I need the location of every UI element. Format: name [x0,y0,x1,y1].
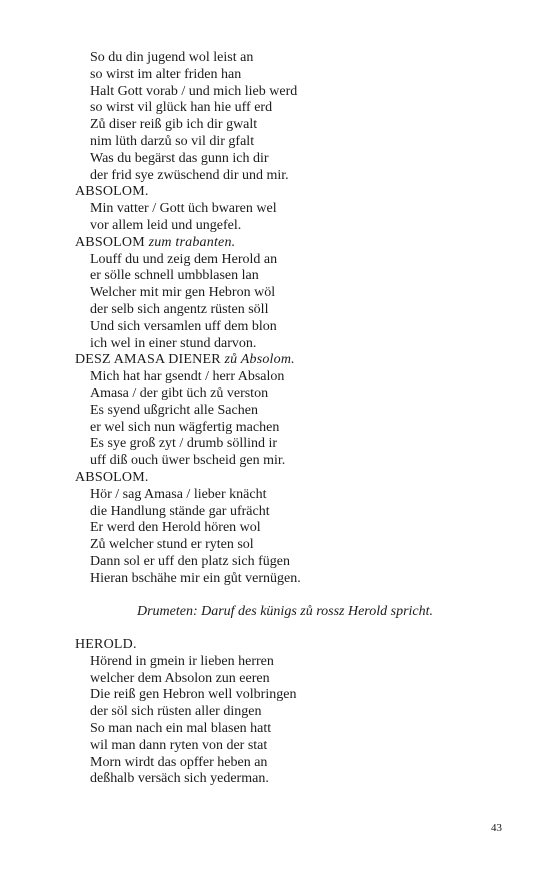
verse-line [75,771,495,788]
verse-text: deßhalb versäch sich yederman. [90,771,269,787]
verse-text: Zů diser reiß gib ich dir gwalt [90,117,258,133]
verse-text: So man nach ein mal blasen hatt [90,720,272,736]
verse-line [75,201,495,218]
verse-line [75,268,495,285]
verse-line [75,436,495,453]
verse-text: vor allem leid und ungefel. [90,217,242,233]
play-text-block-1 [75,50,495,588]
verse-line [75,151,495,168]
verse-line [75,671,495,688]
speaker-direction: zů Absolom. [224,352,295,368]
verse-text: Es sye groß zyt / drumb söllind ir [90,436,278,452]
verse-text: Hör / sag Amasa / lieber knächt [90,486,267,502]
verse-text: so wirst im alter friden han [90,66,242,82]
verse-line [75,403,495,420]
speaker-heading [75,637,495,654]
verse-text: Und sich versamlen uff dem blon [90,318,277,334]
verse-text: Hörend in gmein ir lieben herren [90,653,274,669]
verse-text: uff diß ouch üwer bscheid gen mir. [90,453,286,469]
verse-line [75,554,495,571]
verse-text: er sölle schnell umbblasen lan [90,268,259,284]
verse-text: Mich hat har gsendt / herr Absalon [90,369,285,385]
verse-line [75,654,495,671]
verse-line [75,218,495,235]
verse-text: ich wel in einer stund darvon. [90,335,257,351]
verse-line [75,420,495,437]
verse-text: Es syend ußgricht alle Sachen [90,402,258,418]
speaker-direction: zum trabanten. [148,234,236,250]
stage-direction: Drumeten: Daruf des künigs zů rossz Herold spricht. [136,604,434,619]
speaker-name: ABSOLOM. [75,184,149,200]
verse-text: Zů welcher stund er ryten sol [90,537,254,553]
verse-text: Welcher mit mir gen Hebron wöl [90,285,276,301]
verse-text: Amasa / der gibt üch zů verston [90,385,269,401]
verse-text: der söl sich rüsten aller dingen [90,704,262,720]
verse-line [75,571,495,588]
verse-line [75,168,495,185]
verse-text: Hieran bschähe mir ein gůt vernügen. [90,570,301,586]
verse-text: Was du begärst das gunn ich dir [90,150,269,166]
verse-text: Dann sol er uff den platz sich fügen [90,553,290,569]
play-text-block-2 [75,637,495,788]
verse-line [75,386,495,403]
verse-line [75,504,495,521]
verse-text: so wirst vil glück han hie uff erd [90,100,273,116]
speaker-name: ABSOLOM [75,234,145,250]
speaker-name: DESZ AMASA DIENER [75,352,221,368]
verse-text: er wel sich nun wägfertig machen [90,419,280,435]
verse-line [75,704,495,721]
verse-line [75,117,495,134]
speaker-heading [75,184,495,201]
verse-text: nim lüth darzů so vil dir gfalt [90,133,255,149]
verse-text: der selb sich angentz rüsten söll [90,301,269,317]
verse-text: Die reiß gen Hebron well volbringen [90,687,297,703]
speaker-name: ABSOLOM. [75,469,149,485]
verse-line [75,369,495,386]
verse-line [75,453,495,470]
verse-line [75,84,495,101]
verse-line [75,520,495,537]
verse-line [75,319,495,336]
verse-line [75,687,495,704]
verse-line [75,537,495,554]
verse-line [75,50,495,67]
verse-text: die Handlung stände gar ufrächt [90,503,270,519]
verse-line [75,738,495,755]
verse-text: der frid sye zwüschend dir und mir. [90,167,289,183]
verse-line [75,100,495,117]
verse-line [75,487,495,504]
verse-line [75,336,495,353]
verse-text: welcher dem Absolon zun eeren [90,670,270,686]
verse-line [75,67,495,84]
verse-line [75,285,495,302]
verse-text: So du din jugend wol leist an [90,50,254,65]
verse-text: Louff du und zeig dem Herold an [90,251,278,267]
speaker-heading [75,470,495,487]
verse-text: Halt Gott vorab / und mich lieb werd [90,83,298,99]
verse-line [75,252,495,269]
verse-text: Morn wirdt das opffer heben an [90,754,268,770]
verse-text: Min vatter / Gott üch bwaren wel [90,201,277,217]
verse-line [75,721,495,738]
verse-text: Er werd den Herold hören wol [90,520,261,536]
speaker-heading [75,235,495,252]
verse-text: wil man dann ryten von der stat [90,737,268,753]
verse-line [75,302,495,319]
speaker-name: HEROLD. [75,637,137,652]
speaker-heading [75,352,495,369]
page-number: 43 [491,822,502,834]
verse-line [75,755,495,772]
verse-line [75,134,495,151]
